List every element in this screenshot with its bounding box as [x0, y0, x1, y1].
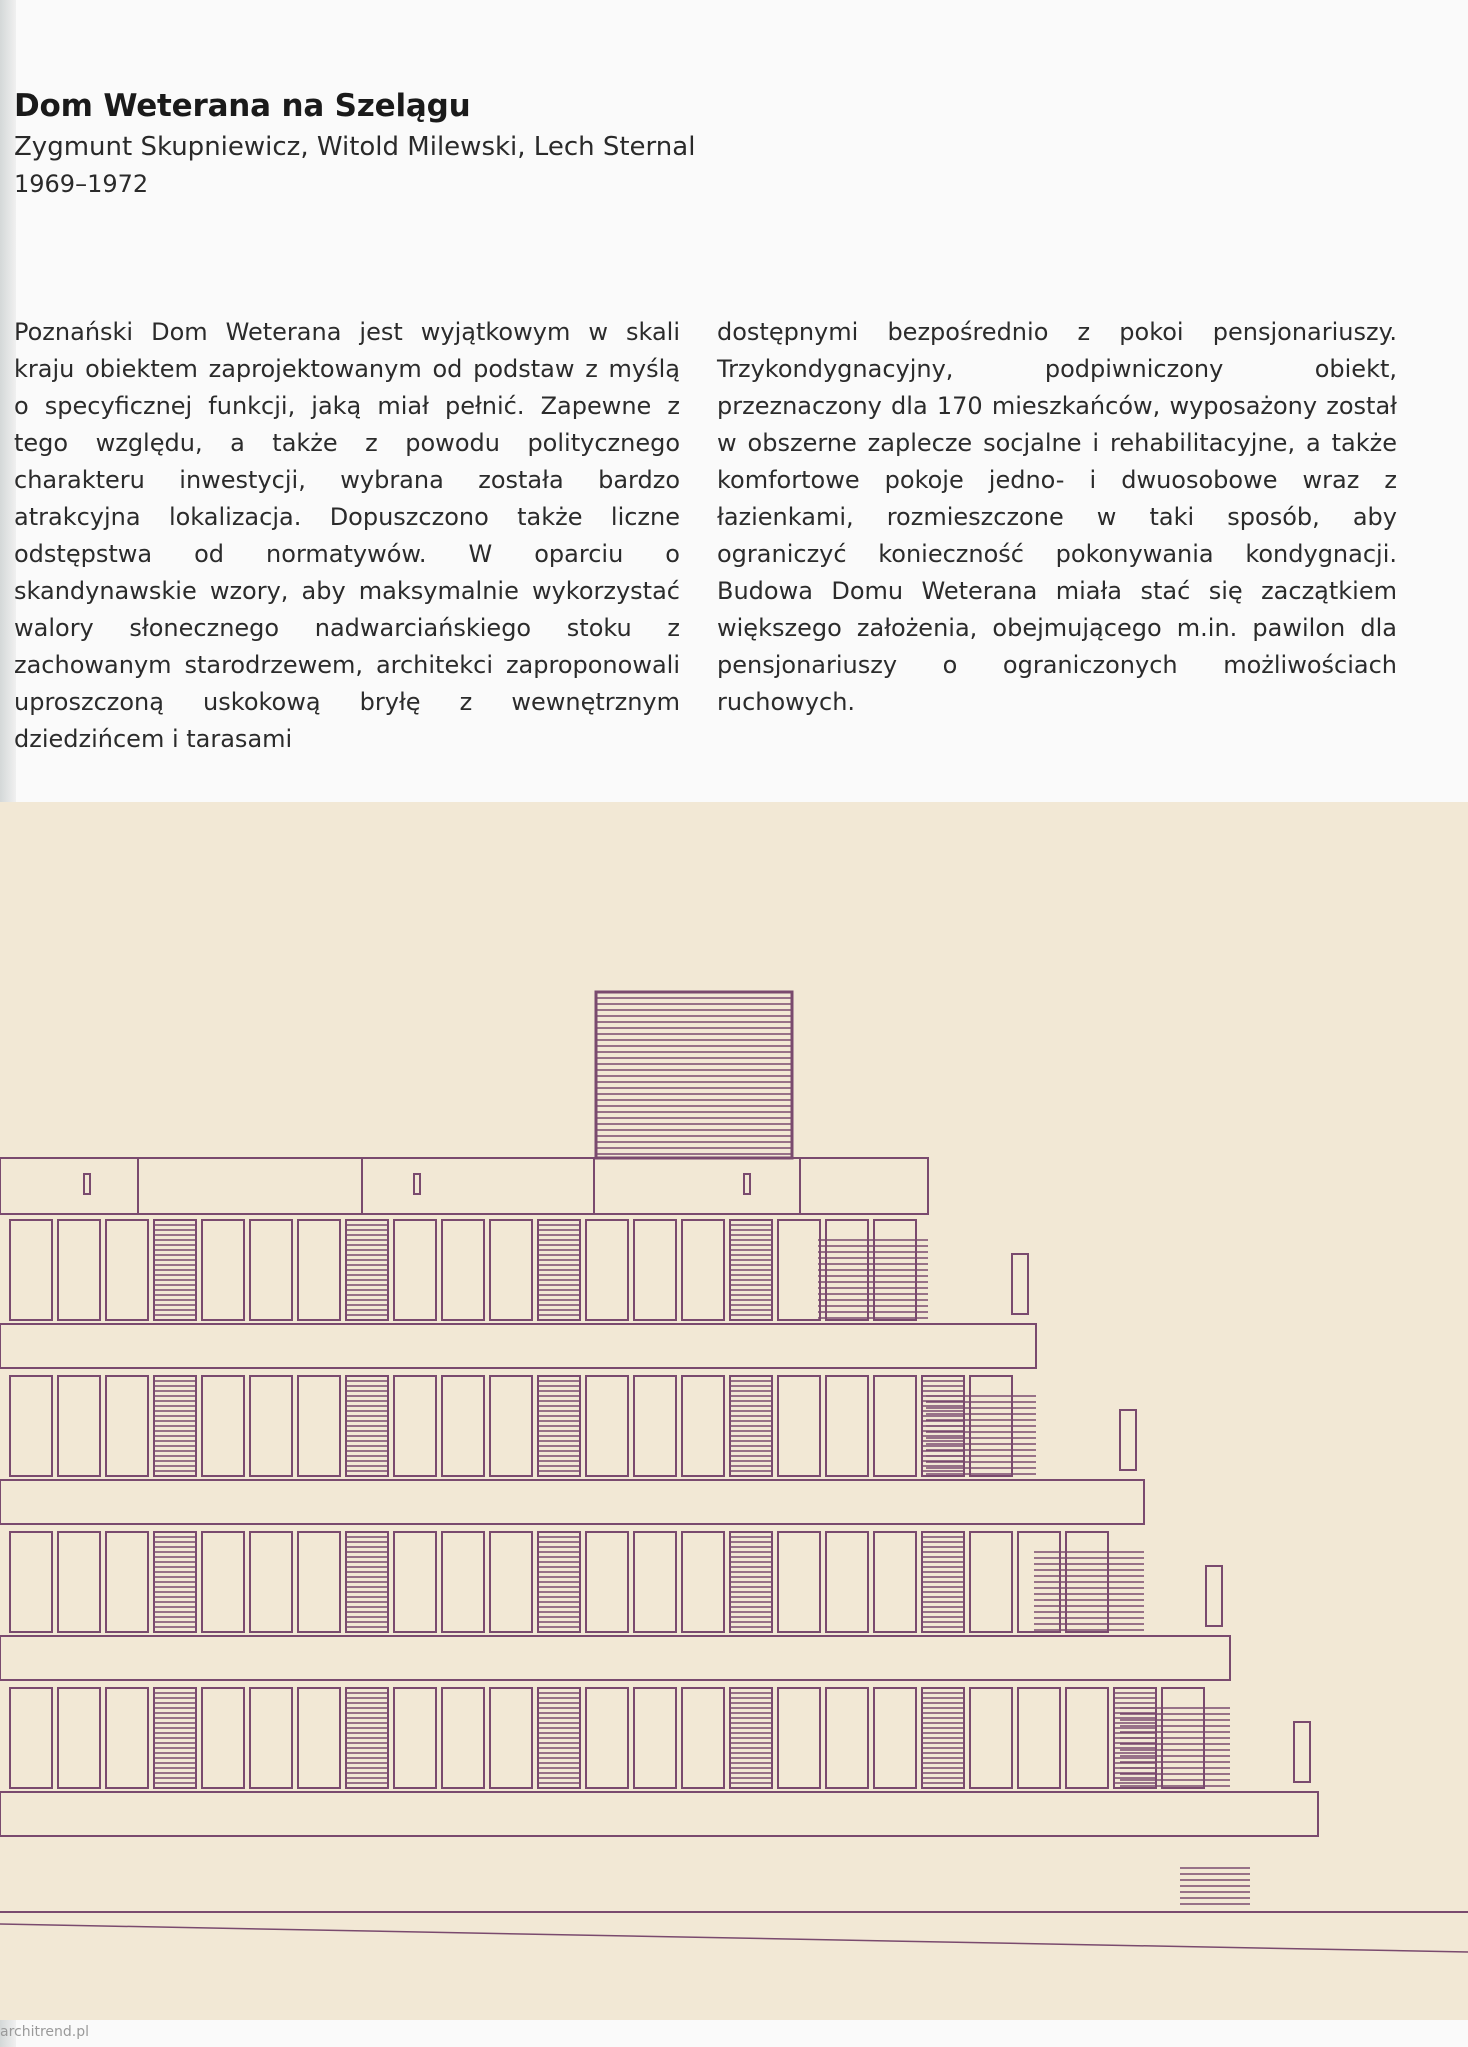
terrace-railing: [1012, 1254, 1028, 1314]
balcony-door-hatching: [730, 1693, 772, 1783]
text-column-right: [717, 314, 1397, 721]
window: [250, 1220, 292, 1320]
window: [202, 1532, 244, 1632]
window: [394, 1688, 436, 1788]
window: [970, 1688, 1012, 1788]
window: [10, 1688, 52, 1788]
window: [250, 1688, 292, 1788]
window: [394, 1376, 436, 1476]
window: [682, 1376, 724, 1476]
window: [394, 1220, 436, 1320]
balcony-door-hatching: [538, 1537, 580, 1627]
window: [442, 1376, 484, 1476]
window: [106, 1376, 148, 1476]
article-header: [14, 88, 695, 198]
window: [826, 1532, 868, 1632]
parapet-vent: [84, 1174, 90, 1194]
terrace-slab: [0, 1636, 1230, 1680]
window: [586, 1688, 628, 1788]
window: [874, 1532, 916, 1632]
window: [778, 1376, 820, 1476]
window: [106, 1220, 148, 1320]
terrace-screen-hatching: [1120, 1708, 1230, 1786]
window: [1066, 1688, 1108, 1788]
article-title: Dom Weterana na Szelągu: [14, 88, 471, 124]
balcony-door-hatching: [730, 1537, 772, 1627]
window: [10, 1376, 52, 1476]
window: [874, 1688, 916, 1788]
balcony-door-hatching: [154, 1693, 196, 1783]
balcony-door-hatching: [346, 1225, 388, 1315]
terrain-slope-line: [0, 1924, 1468, 1952]
roof-parapet: [0, 1158, 928, 1214]
window: [298, 1688, 340, 1788]
window: [10, 1532, 52, 1632]
article-authors: Zygmunt Skupniewicz, Witold Milewski, Lech Sternal: [14, 132, 696, 162]
window: [586, 1532, 628, 1632]
window: [202, 1376, 244, 1476]
window: [58, 1532, 100, 1632]
window: [778, 1532, 820, 1632]
terrace-slab: [0, 1480, 1144, 1524]
body-paragraph-right: dostępnymi bezpośrednio z pokoi pensjonariuszy. Trzykondygnacyjny, podpiwniczony obiekt, przeznaczony dla 170 mieszkańców, wyposażony został w obszerne zaplecze socjalne i rehabilitacyjne, a także komfortowe pokoje jedno- i dwuosobowe wraz z łazienkami, rozmieszczone w taki sposób, aby ograniczyć konieczność pokonywania kondygnacji. Budowa Domu Weterana miała stać się zaczątkiem większego założenia, obejmującego m.in. pawilon dla pensjonariuszy o ograniczonych możliwościach ruchowych.: [717, 318, 1397, 716]
balcony-door-hatching: [346, 1693, 388, 1783]
source-credit: architrend.pl: [0, 2024, 90, 2040]
terrace-railing: [1120, 1410, 1136, 1470]
window: [778, 1688, 820, 1788]
terrace-railing: [1294, 1722, 1310, 1782]
elevation-drawing-svg: [0, 802, 1468, 2020]
rooftop-block-hatching: [596, 998, 792, 1154]
window: [490, 1688, 532, 1788]
entrance-stair-hatching: [1180, 1868, 1250, 1904]
window: [58, 1376, 100, 1476]
balcony-door-hatching: [538, 1225, 580, 1315]
window: [490, 1220, 532, 1320]
window: [682, 1532, 724, 1632]
window: [634, 1532, 676, 1632]
terrace-railing: [1206, 1566, 1222, 1626]
balcony-door-hatching: [346, 1537, 388, 1627]
window: [634, 1220, 676, 1320]
parapet-vent: [414, 1174, 420, 1194]
window: [394, 1532, 436, 1632]
window: [970, 1532, 1012, 1632]
window: [106, 1688, 148, 1788]
window: [682, 1688, 724, 1788]
window: [682, 1220, 724, 1320]
window: [586, 1220, 628, 1320]
text-column-left: [14, 314, 680, 758]
window: [442, 1532, 484, 1632]
window: [250, 1376, 292, 1476]
window: [58, 1688, 100, 1788]
window: [1018, 1688, 1060, 1788]
balcony-door-hatching: [538, 1381, 580, 1471]
window: [298, 1220, 340, 1320]
elevation-drawing: [0, 802, 1468, 2020]
rooftop-block: [596, 992, 792, 1158]
window: [874, 1376, 916, 1476]
window: [490, 1532, 532, 1632]
terrace-slab: [0, 1324, 1036, 1368]
balcony-door-hatching: [922, 1693, 964, 1783]
window: [826, 1688, 868, 1788]
body-paragraph-left: Poznański Dom Weterana jest wyjątkowym w skali kraju obiektem zaprojektowanym od podstaw z myślą o specyficznej funkcji, jaką miał pełnić. Zapewne z tego względu, a także z powodu politycznego charakteru inwestycji, wybrana została bardzo atrakcyjna lokalizacja. Dopuszczono także liczne odstępstwa od normatywów. W oparciu o skandynawskie wzory, aby maksymalnie wykorzystać walory słonecznego nadwarciańskiego stoku z zachowanym starodrzewem, architekci zaproponowali uproszczoną uskokową bryłę z wewnętrznym dziedzińcem i tarasami: [14, 318, 680, 753]
window: [586, 1376, 628, 1476]
parapet-vent: [744, 1174, 750, 1194]
window: [298, 1532, 340, 1632]
balcony-door-hatching: [154, 1225, 196, 1315]
article-years: 1969–1972: [14, 170, 149, 198]
window: [202, 1220, 244, 1320]
window: [778, 1220, 820, 1320]
terrace-screen-hatching: [926, 1396, 1036, 1474]
window: [202, 1688, 244, 1788]
window: [442, 1220, 484, 1320]
balcony-door-hatching: [346, 1381, 388, 1471]
window: [634, 1688, 676, 1788]
window: [634, 1376, 676, 1476]
window: [106, 1532, 148, 1632]
terrace-screen-hatching: [1034, 1552, 1144, 1630]
window: [490, 1376, 532, 1476]
balcony-door-hatching: [154, 1537, 196, 1627]
balcony-door-hatching: [154, 1381, 196, 1471]
window: [826, 1376, 868, 1476]
window: [58, 1220, 100, 1320]
window: [10, 1220, 52, 1320]
window: [298, 1376, 340, 1476]
balcony-door-hatching: [922, 1537, 964, 1627]
balcony-door-hatching: [730, 1381, 772, 1471]
balcony-door-hatching: [730, 1225, 772, 1315]
balcony-door-hatching: [538, 1693, 580, 1783]
window: [250, 1532, 292, 1632]
window: [442, 1688, 484, 1788]
terrace-slab: [0, 1792, 1318, 1836]
